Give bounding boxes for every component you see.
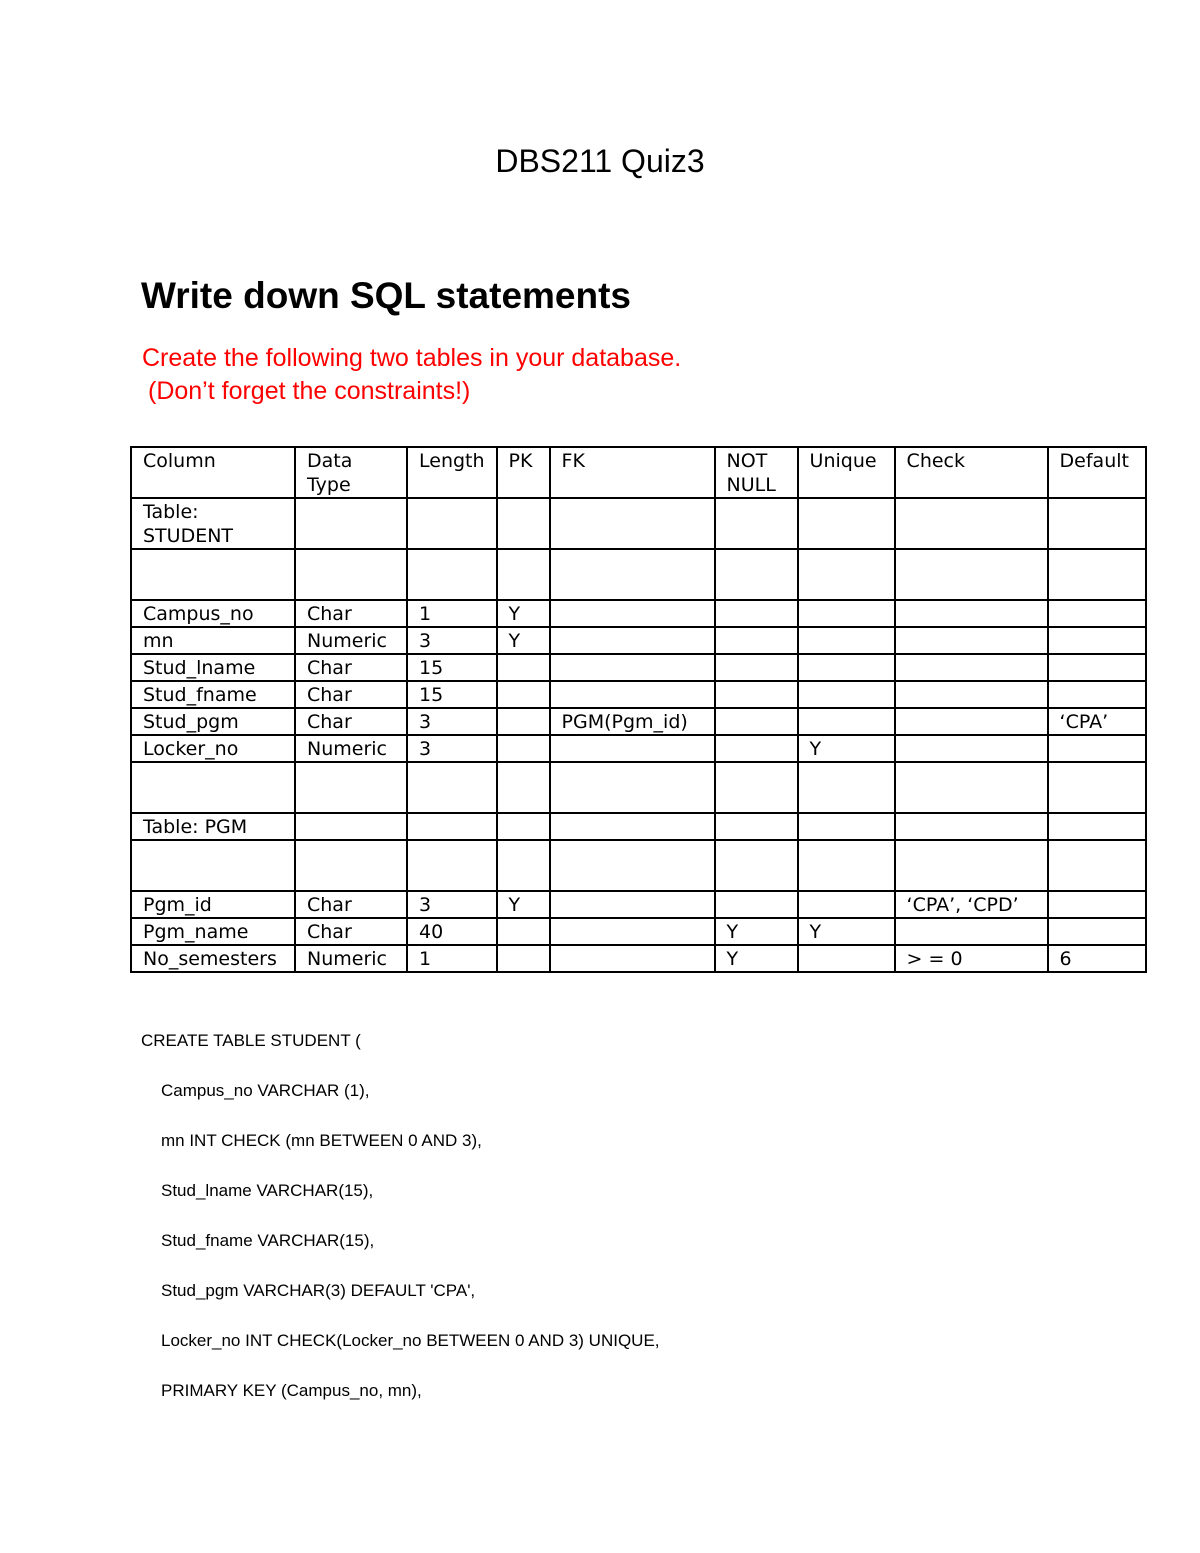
cell-notnull [715,681,798,708]
cell-column: Stud_lname [131,654,295,681]
cell-pk: Y [497,627,550,654]
cell-default [1048,735,1146,762]
code-line: Locker_no INT CHECK(Locker_no BETWEEN 0 AND 3) UNIQUE, [161,1331,660,1350]
cell-length: 3 [407,627,497,654]
pgm-table-label-row [131,813,1146,840]
cell-fk [550,627,715,654]
cell-type: Char [295,681,407,708]
table-row [131,945,1146,972]
cell-type: Char [295,708,407,735]
cell-default [1048,627,1146,654]
cell-type: Numeric [295,627,407,654]
table-row [131,708,1146,735]
cell-unique [798,681,895,708]
cell-unique: Y [798,918,895,945]
cell-pk [497,945,550,972]
code-line: Stud_fname VARCHAR(15), [161,1231,375,1250]
header-pk: PK [497,447,550,498]
cell-default: 6 [1048,945,1146,972]
cell-default [1048,654,1146,681]
cell-column: Stud_pgm [131,708,295,735]
cell-unique [798,891,895,918]
cell-pk [497,708,550,735]
cell-length: 3 [407,891,497,918]
cell-column: mn [131,627,295,654]
cell-length: 1 [407,600,497,627]
cell-check: ‘CPA’, ‘CPD’ [895,891,1048,918]
cell-length: 15 [407,681,497,708]
header-default: Default [1048,447,1146,498]
table-row [131,654,1146,681]
cell-length: 3 [407,708,497,735]
cell-check [895,681,1048,708]
cell-unique [798,627,895,654]
instruction-line-2: (Don’t forget the constraints!) [148,377,471,405]
cell-check [895,918,1048,945]
cell-length: 15 [407,654,497,681]
code-line: Stud_pgm VARCHAR(3) DEFAULT 'CPA', [161,1281,476,1300]
cell-fk [550,945,715,972]
cell-fk [550,891,715,918]
cell-notnull [715,654,798,681]
cell-default [1048,918,1146,945]
cell-unique [798,654,895,681]
cell-fk [550,654,715,681]
cell-length: 40 [407,918,497,945]
code-line: PRIMARY KEY (Campus_no, mn), [161,1381,422,1400]
cell-default: ‘CPA’ [1048,708,1146,735]
table-row [131,627,1146,654]
cell-check: > = 0 [895,945,1048,972]
table-row [131,600,1146,627]
cell-column: Pgm_id [131,891,295,918]
blank-row [131,840,1146,891]
cell-fk [550,681,715,708]
header-data-type: Data Type [295,447,407,498]
cell-check [895,654,1048,681]
cell-check [895,708,1048,735]
cell-notnull [715,627,798,654]
cell-column: Stud_fname [131,681,295,708]
cell-notnull: Y [715,918,798,945]
blank-row [131,549,1146,600]
cell-unique: Y [798,735,895,762]
cell-type: Char [295,891,407,918]
cell-notnull [715,600,798,627]
student-table-label-row [131,498,1146,549]
cell-unique [798,708,895,735]
cell-pk [497,681,550,708]
student-table-label: Table: STUDENT [131,498,295,549]
cell-type: Char [295,600,407,627]
header-fk: FK [550,447,715,498]
cell-notnull [715,891,798,918]
cell-type: Char [295,918,407,945]
cell-column: No_semesters [131,945,295,972]
pgm-rows [131,891,1146,972]
code-line: mn INT CHECK (mn BETWEEN 0 AND 3), [161,1131,482,1150]
cell-type: Numeric [295,945,407,972]
cell-unique [798,600,895,627]
cell-default [1048,891,1146,918]
cell-column: Locker_no [131,735,295,762]
cell-check [895,627,1048,654]
cell-fk [550,918,715,945]
header-row [131,447,1146,498]
instruction-line-1: Create the following two tables in your database. [142,344,682,372]
table-row [131,735,1146,762]
cell-pk: Y [497,600,550,627]
cell-pk [497,735,550,762]
header-length: Length [407,447,497,498]
cell-check [895,600,1048,627]
header-not-null: NOT NULL [715,447,798,498]
cell-column: Campus_no [131,600,295,627]
cell-notnull [715,735,798,762]
cell-fk [550,735,715,762]
header-check: Check [895,447,1048,498]
section-heading: Write down SQL statements [141,275,631,316]
table-row [131,918,1146,945]
cell-fk: PGM(Pgm_id) [550,708,715,735]
page-title: DBS211 Quiz3 [495,143,705,179]
cell-length: 3 [407,735,497,762]
code-line: Campus_no VARCHAR (1), [161,1081,370,1100]
header-unique: Unique [798,447,895,498]
code-line: CREATE TABLE STUDENT ( [141,1031,361,1050]
blank-row [131,762,1146,813]
header-column: Column [131,447,295,498]
cell-type: Numeric [295,735,407,762]
cell-default [1048,600,1146,627]
cell-unique [798,945,895,972]
student-rows [131,600,1146,762]
cell-default [1048,681,1146,708]
code-line: Stud_lname VARCHAR(15), [161,1181,374,1200]
cell-type: Char [295,654,407,681]
table-row [131,891,1146,918]
cell-length: 1 [407,945,497,972]
table-row [131,681,1146,708]
schema-table [130,446,1147,973]
cell-check [895,735,1048,762]
cell-notnull [715,708,798,735]
cell-pk [497,654,550,681]
pgm-table-label: Table: PGM [131,813,295,840]
cell-column: Pgm_name [131,918,295,945]
cell-notnull: Y [715,945,798,972]
cell-pk: Y [497,891,550,918]
cell-fk [550,600,715,627]
cell-pk [497,918,550,945]
